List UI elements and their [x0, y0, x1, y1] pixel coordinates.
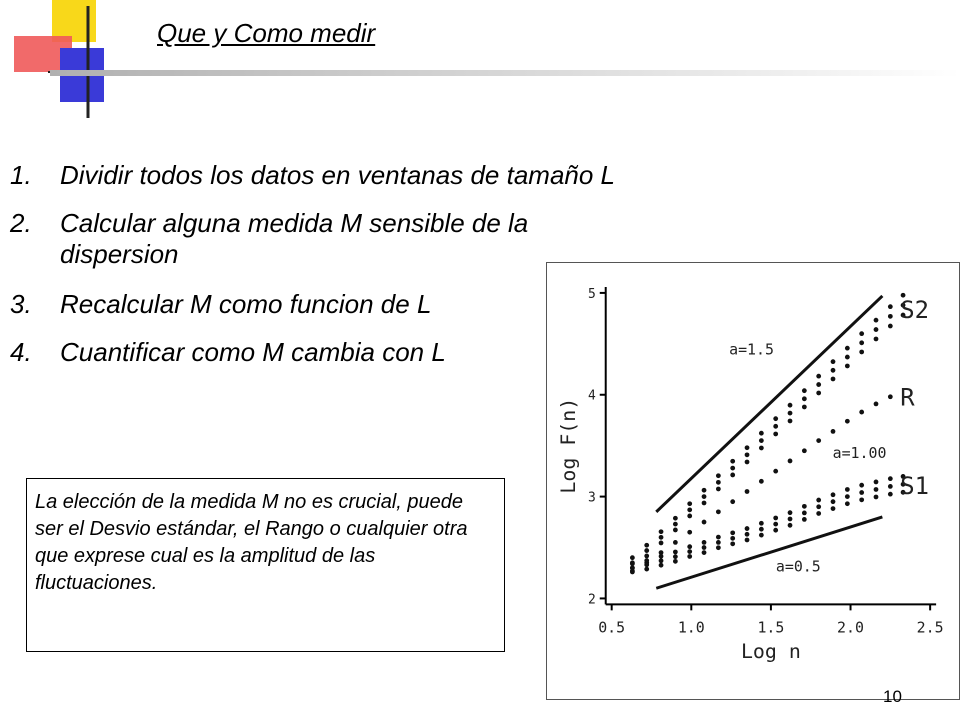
data-point — [730, 473, 735, 478]
data-point — [888, 324, 893, 329]
step-number: 2. — [10, 208, 32, 238]
data-point — [802, 448, 807, 453]
data-point — [845, 355, 850, 360]
data-point — [874, 495, 879, 500]
data-point — [788, 510, 793, 515]
data-point — [745, 538, 750, 543]
data-point — [745, 532, 750, 537]
data-point — [687, 507, 692, 512]
y-axis-label: Log F(n) — [556, 397, 580, 494]
data-point — [659, 558, 664, 563]
data-point — [859, 340, 864, 345]
step-text: Dividir todos los datos en ventanas de tamaño L — [60, 160, 616, 190]
data-point — [802, 405, 807, 410]
step-text: Cuantificar como M cambia con L — [60, 337, 446, 367]
data-point — [816, 504, 821, 509]
data-point — [702, 488, 707, 493]
data-point — [716, 473, 721, 478]
data-point — [673, 559, 678, 564]
slide-title: Que y Como medir — [157, 18, 376, 48]
data-point — [745, 445, 750, 450]
step-number: 1. — [10, 160, 32, 190]
data-point — [673, 522, 678, 527]
data-point — [730, 459, 735, 464]
data-point — [874, 318, 879, 323]
data-point — [816, 438, 821, 443]
x-tick-label: 2.5 — [916, 618, 944, 637]
data-point — [788, 411, 793, 416]
data-point — [687, 549, 692, 554]
data-point — [759, 431, 764, 436]
data-point — [831, 429, 836, 434]
data-point — [730, 541, 735, 546]
x-axis-label: Log n — [740, 640, 801, 664]
data-point — [702, 494, 707, 499]
data-point — [802, 504, 807, 509]
y-tick-label: 3 — [587, 490, 596, 506]
data-point — [802, 517, 807, 522]
slope-annotation: a=1.00 — [832, 444, 887, 463]
data-point — [788, 517, 793, 522]
data-point — [773, 416, 778, 421]
data-point — [859, 483, 864, 488]
data-point — [888, 394, 893, 399]
data-point — [716, 540, 721, 545]
data-point — [630, 561, 635, 566]
data-point — [745, 452, 750, 457]
data-point — [759, 533, 764, 538]
data-point — [845, 364, 850, 369]
data-point — [845, 501, 850, 506]
x-tick-label: 2.0 — [837, 618, 864, 637]
data-point — [773, 424, 778, 429]
note-box: La elección de la medida M no es crucial, puede ser el Desvio estándar, el Rango o cualquier otra que exprese cual es la amplitud de las fluctuaciones. — [26, 478, 505, 652]
data-point — [859, 410, 864, 415]
data-point — [745, 460, 750, 465]
data-point — [845, 346, 850, 351]
data-point — [859, 497, 864, 502]
data-point — [659, 563, 664, 568]
data-point — [702, 501, 707, 506]
data-point — [716, 480, 721, 485]
data-point — [788, 403, 793, 408]
data-point — [845, 419, 850, 424]
x-tick-label: 1.5 — [757, 618, 785, 637]
data-point — [874, 327, 879, 332]
data-point — [630, 570, 635, 575]
data-point — [802, 388, 807, 393]
data-point — [816, 498, 821, 503]
data-point — [673, 554, 678, 559]
data-point — [773, 516, 778, 521]
step-number: 4. — [10, 337, 32, 367]
slope-annotation: a=0.5 — [775, 557, 821, 576]
data-point — [630, 565, 635, 570]
step-text: Recalcular M como funcion de L — [60, 289, 432, 319]
data-point — [716, 509, 721, 514]
data-point — [644, 554, 649, 559]
data-point — [687, 554, 692, 559]
data-point — [716, 535, 721, 540]
data-point — [888, 492, 893, 497]
step-item — [10, 337, 620, 368]
data-point — [644, 562, 649, 567]
data-point — [644, 558, 649, 563]
data-point — [644, 567, 649, 572]
data-point — [831, 492, 836, 497]
log-log-chart — [546, 262, 960, 700]
data-point — [759, 479, 764, 484]
data-point — [687, 530, 692, 535]
data-point — [630, 555, 635, 560]
data-point — [874, 337, 879, 342]
data-point — [702, 545, 707, 550]
step-item — [10, 160, 620, 191]
data-point — [730, 536, 735, 541]
data-point — [802, 510, 807, 515]
y-tick-label: 5 — [587, 286, 596, 302]
data-point — [759, 446, 764, 451]
data-point — [816, 391, 821, 396]
data-point — [702, 540, 707, 545]
data-point — [816, 382, 821, 387]
x-tick-label: 1.0 — [677, 618, 705, 637]
data-point — [773, 528, 778, 533]
data-point — [831, 499, 836, 504]
data-point — [702, 520, 707, 525]
data-point — [788, 419, 793, 424]
data-point — [673, 550, 678, 555]
step-number: 3. — [10, 289, 32, 319]
data-point — [745, 526, 750, 531]
data-point — [773, 469, 778, 474]
data-point — [730, 530, 735, 535]
data-point — [659, 529, 664, 534]
slope-annotation: a=1.5 — [729, 340, 774, 359]
data-point — [773, 432, 778, 437]
reference-line — [656, 296, 882, 512]
y-tick-label: 4 — [587, 388, 596, 404]
data-point — [888, 476, 893, 481]
x-tick-label: 0.5 — [598, 618, 626, 637]
data-point — [659, 541, 664, 546]
data-point — [888, 304, 893, 309]
logo — [0, 0, 140, 120]
step-item — [10, 208, 620, 270]
data-point — [673, 540, 678, 545]
data-point — [874, 487, 879, 492]
data-point — [730, 499, 735, 504]
title-underline-bar — [50, 70, 960, 76]
data-point — [687, 544, 692, 549]
data-point — [716, 545, 721, 550]
data-point — [888, 484, 893, 489]
data-point — [687, 514, 692, 519]
data-point — [716, 487, 721, 492]
data-point — [831, 368, 836, 373]
data-point — [802, 396, 807, 401]
data-point — [845, 487, 850, 492]
data-point — [773, 522, 778, 527]
page-number: 10 — [883, 687, 902, 706]
data-point — [831, 506, 836, 511]
y-tick-label: 2 — [587, 592, 596, 608]
series-label: R — [900, 383, 915, 412]
data-point — [788, 523, 793, 528]
data-point — [659, 554, 664, 559]
series-label: S2 — [900, 295, 930, 324]
data-point — [759, 527, 764, 532]
data-point — [788, 459, 793, 464]
data-point — [659, 535, 664, 540]
data-point — [644, 543, 649, 548]
data-point — [831, 359, 836, 364]
data-point — [831, 377, 836, 382]
data-point — [644, 548, 649, 553]
data-point — [816, 511, 821, 516]
data-point — [730, 466, 735, 471]
data-point — [859, 490, 864, 495]
data-point — [859, 331, 864, 336]
data-point — [874, 480, 879, 485]
step-text: Calcular alguna medida M sensible de la dispersion — [60, 208, 529, 269]
data-point — [888, 314, 893, 319]
data-point — [874, 402, 879, 407]
data-point — [845, 494, 850, 499]
data-point — [745, 489, 750, 494]
data-point — [673, 516, 678, 521]
data-point — [759, 438, 764, 443]
data-point — [702, 550, 707, 555]
steps-list — [10, 160, 620, 385]
data-point — [859, 350, 864, 355]
data-point — [687, 501, 692, 506]
data-point — [673, 528, 678, 533]
data-point — [759, 521, 764, 526]
series-label: S1 — [900, 471, 930, 500]
step-item — [10, 286, 620, 320]
data-point — [816, 374, 821, 379]
